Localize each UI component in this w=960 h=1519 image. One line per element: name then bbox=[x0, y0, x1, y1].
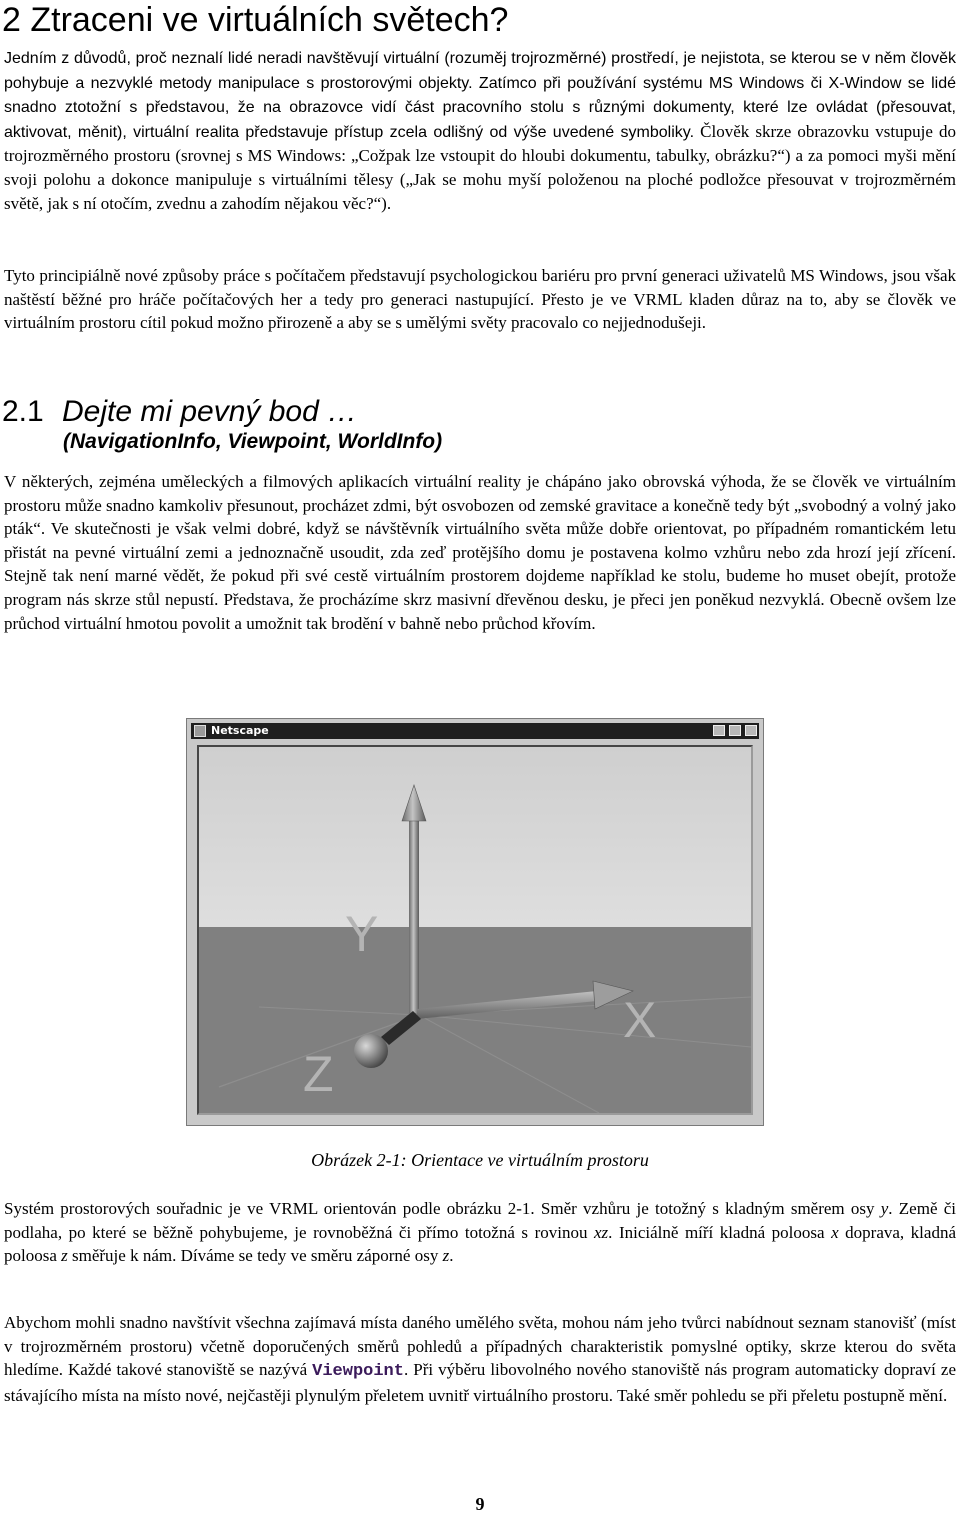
figure-caption: Obrázek 2-1: Orientace ve virtuálním prostoru bbox=[311, 1150, 649, 1170]
vrml-viewport bbox=[197, 745, 753, 1115]
coord-var-z-2: z bbox=[442, 1246, 450, 1266]
intro-sentence-3: Člověk skrze obrazovku vstupuje do trojrozměrného prostoru (srovnej s MS Windows: „Cožpak lze vstoupit do hloubi dokumentu, tabulky, obrázku?“) a za pomoci myši mění svoji polohu a dokonce manipuluje s virtuálními tělesy („Jak se mohu myší položenou na ploché podložce přesouvat v trojrozměrném světě, jak s ní otočím, zvednu a zahodím nějakou věc?“). bbox=[4, 121, 956, 213]
sky bbox=[199, 747, 751, 927]
y-axis-label: Y bbox=[345, 906, 379, 962]
axes-scene bbox=[199, 747, 751, 1113]
coord-var-y: y bbox=[880, 1199, 889, 1218]
minimize-icon bbox=[713, 725, 725, 736]
section-title: Dejte mi pevný bod … bbox=[62, 395, 358, 428]
intro-paragraph bbox=[4, 46, 956, 215]
coord-text-6: . bbox=[449, 1246, 454, 1266]
paragraph-coordinates bbox=[4, 1197, 956, 1268]
coord-var-x: x bbox=[831, 1222, 839, 1242]
coord-var-xz: xz bbox=[594, 1222, 609, 1242]
window-menu-icon bbox=[194, 725, 206, 737]
coord-text-5: směřuje k nám. Díváme se tedy ve směru záporné osy bbox=[67, 1246, 443, 1266]
window-title: Netscape bbox=[211, 724, 269, 737]
section-number: 2.1 bbox=[2, 395, 44, 428]
coord-text-1: Systém prostorových souřadnic je ve VRML orientován podle obrázku 2-1. Směr vzhůru je totožný s kladným směrem osy bbox=[4, 1199, 881, 1218]
coord-text-2: . Země či podlaha, po které se běžně pohybujeme, je rovnoběžná či přímo totožná s rovinou bbox=[4, 1199, 956, 1242]
z-axis-label: Z bbox=[303, 1046, 334, 1102]
section-heading bbox=[2, 394, 357, 430]
z-axis-ball bbox=[354, 1034, 388, 1068]
viewpoint-text-1: Abychom mohli snadno navštívit všechna zajímavá místa daného umělého světa, mohou nám jeho tvůrci nabídnout seznam stanovišť (míst v trojrozměrném prostoru) včetně doporučených směrů pohledů a případných charakteristik pomyslné optiky, skrze kterou do světa hledíme. Každé takové stanoviště se nazývá bbox=[4, 1313, 956, 1380]
paragraph-psychology: Tyto principiálně nové způsoby práce s počítačem představují psychologickou bariéru pro první generaci uživatelů MS Windows, jsou však naštěstí běžné pro hráče počítačových her a tedy pro generaci nastupující. Přesto je ve VRML kladen důraz na to, aby se člověk ve virtuálním prostoru cítil pokud možno přirozeně a aby se s umělými světy pracovalo co nejjednodušeji. bbox=[4, 266, 956, 333]
close-icon bbox=[745, 725, 757, 736]
maximize-icon bbox=[729, 725, 741, 736]
x-axis-label: X bbox=[623, 992, 657, 1048]
viewpoint-text-2: . Při výběru libovolného nového stanoviště nás program automaticky dopraví ze stávajícího místa na místo nové, nejčastěji plynulým přeletem uvnitř virtuálního prostoru. Také směr pohledu se při přeletu postupně mění. bbox=[4, 1360, 956, 1405]
paragraph-viewpoints bbox=[4, 1311, 956, 1407]
y-axis-rod bbox=[409, 817, 419, 1013]
intro-sentence-2: Zatímco při používání systému MS Windows či X-Window se lidé snadno ztotožní s představou, že na obrazovce vidí část pracovního stolu s různými dokumenty, které lze ovládat (přesouvat, aktivovat, měnit), virtuální realita představuje přístup zcela odlišný od výše uvedené symboliky. bbox=[4, 74, 956, 141]
netscape-window-figure bbox=[186, 718, 764, 1126]
page-number: 9 bbox=[475, 1494, 485, 1514]
section-subtitle: (NavigationInfo, Viewpoint, WorldInfo) bbox=[63, 430, 443, 453]
paragraph-orientation: V některých, zejména uměleckých a filmových aplikacích virtuální reality je chápáno jako obrovská výhoda, že se člověk ve virtuálním prostoru může snadno kamkoliv přesunout, procházet zdmi, být osvobozen od zemské gravitace a konečně tedy být „svobodný a volný jako pták“. Ve skutečnosti je však velmi dobré, když se návštěvník virtuálního světa může dobře orientovat, po případném romantickém letu přistát na pevné virtuální zemi a jednoznačně usoudit, zda zeď protějšího domu je postavena kolmo vzhůru nebo zda hrozí její zřícení. Stejně tak není marné vědět, že pokud při své cestě virtuálním prostorem dojdeme například ke stolu, budeme ho muset obejít, protože program nás skrze stůl nepustí. Představa, že procházíme skrz masivní dřevěnou desku, je přeci jen poněkud nezvyklá. Obecně ovšem lze průchod virtuální hmotou povolit a umožnit tak brodění v bahně nebo průchod křovím. bbox=[4, 472, 956, 633]
chapter-heading: 2 Ztraceni ve virtuálních světech? bbox=[2, 1, 509, 39]
coord-var-z: z bbox=[61, 1246, 68, 1266]
window-titlebar bbox=[191, 723, 759, 739]
coord-text-3: . Iniciálně míří kladná poloosa bbox=[608, 1222, 832, 1242]
viewpoint-code: Viewpoint bbox=[312, 1362, 404, 1382]
intro-sentence-1: Jedním z důvodů, proč neznalí lidé neradi navštěvují virtuální (rozuměj trojrozměrné) prostředí, je nejistota, se kterou se v něm člověk pohybuje a nezvyklé metody manipulace s prostorovými objekty. bbox=[4, 50, 956, 92]
coord-text-4: doprava, kladná poloosa bbox=[4, 1222, 957, 1266]
